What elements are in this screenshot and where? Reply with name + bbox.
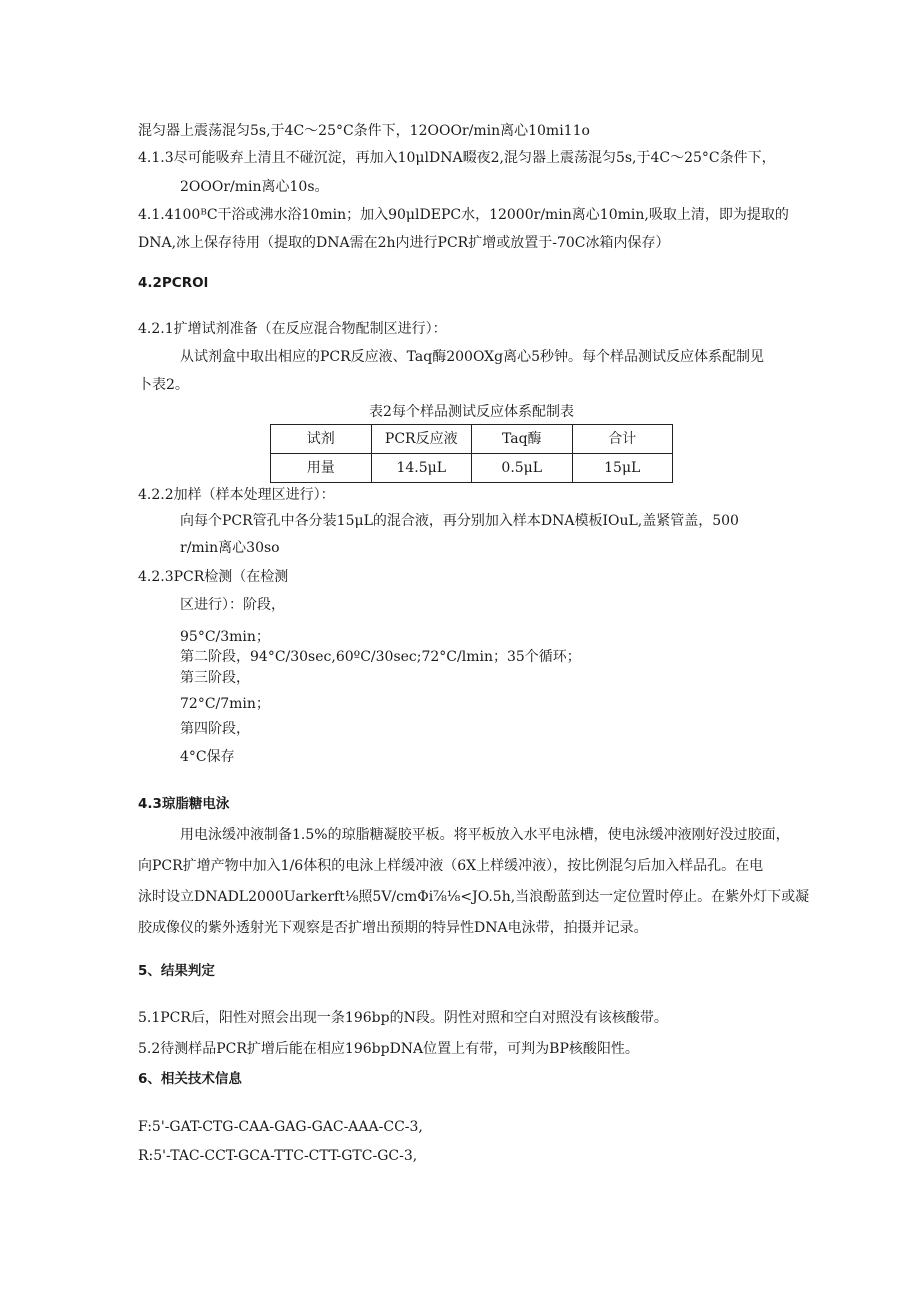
section-heading-5: 5、结果判定 [138, 963, 215, 979]
table-cell: 14.5μL [371, 454, 472, 483]
text-line: DNA,冰上保存待用（提取的DNA需在2h内进行PCR扩增或放置于-70C冰箱内保存） [138, 235, 670, 251]
text-line: 泳时设立DNADL2000Uarkerft⅛照5V/cmΦi⅞⅛<JO.5h,当浪酚蓝到达一定位置时停止。在紫外灯下或凝 [138, 889, 810, 905]
text-line: 5.1PCR后，阳性对照会出现一条196bp的N段。阴性对照和空白对照没有该核酸带。 [138, 1010, 668, 1026]
text-line: 用电泳缓冲液制备1.5%的琼脂糖凝胶平板。将平板放入水平电泳槽，使电泳缓冲液刚好没过胶面， [180, 827, 790, 843]
text-line: 胶成像仪的紫外透射光下观察是否扩增出预期的特异性DNA电泳带，拍摄并记录。 [138, 920, 648, 936]
text-line: 区进行）：阶段， [180, 597, 285, 613]
reaction-table [270, 424, 673, 483]
table-cell: 15μL [572, 454, 673, 483]
section-heading-4-3: 4.3琼脂糖电泳 [138, 796, 230, 812]
text-line: 4.2.2加样（样本处理区进行）： [138, 487, 335, 503]
table-cell: 试剂 [271, 425, 372, 454]
text-line: 第二阶段，94°C/30sec,60ºC/30sec;72°C/lmin；35个循环； [180, 649, 581, 665]
text-line: 4.1.3尽可能吸弃上清且不碰沉淀，再加入10μlDNA畷夜2,混匀器上震荡混匀5s,于4C～25°C条件下， [138, 150, 776, 166]
section-heading-4-2: 4.2PCROl [138, 275, 209, 291]
section-heading-6: 6、相关技术信息 [138, 1071, 242, 1087]
text-line: 4.1.4100ᴮC干浴或沸水浴10min；加入90μlDEPC水，12000r/min离心10min,吸取上清，即为提取的 [138, 207, 789, 223]
table-row [271, 454, 673, 483]
primer-reverse: R:5'-TAC-CCT-GCA-TTC-CTT-GTC-GC-3, [138, 1148, 418, 1164]
text-line: 从试剂盒中取出相应的PCR反应液、Taq酶200OXg离心5秒钟。每个样品测试反应体系配制见 [180, 349, 765, 365]
table-row [271, 425, 673, 454]
table-cell: Taq酶 [472, 425, 573, 454]
text-line: 向每个PCR管孔中各分装15μL的混合液，再分别加入样本DNA模板IOuL,盖紧管盖，500 [180, 513, 739, 529]
table-caption: 表2每个样品测试反应体系配制表 [369, 404, 574, 420]
text-line: 4.2.1扩增试剂准备（在反应混合物配制区进行）： [138, 321, 447, 337]
text-line: r/min离心30so [180, 540, 280, 556]
table-cell: 用量 [271, 454, 372, 483]
text-line: 第四阶段， [180, 721, 250, 737]
text-line: 5.2待测样品PCR扩增后能在相应196bpDNA位置上有带，可判为BP核酸阳性。 [138, 1041, 639, 1057]
text-line: 2OOOr/min离心10s。 [180, 179, 329, 195]
table-cell: 合计 [572, 425, 673, 454]
text-line: 向PCR扩增产物中加入1/6体积的电泳上样缓冲液（6X上样缓冲液），按比例混匀后加入样品孔。在电 [138, 858, 764, 874]
primer-forward: F:5'-GAT-CTG-CAA-GAG-GAC-AAA-CC-3, [138, 1119, 423, 1135]
text-line: 4.2.3PCR检测（在检测 [138, 569, 289, 585]
text-line: 第三阶段， [180, 670, 250, 686]
text-line: 95°C/3min； [180, 629, 270, 645]
text-line: 卜表2。 [138, 377, 189, 393]
text-line: 4°C保存 [180, 749, 235, 765]
text-line: 72°C/7min； [180, 696, 270, 712]
text-line: 混匀器上震荡混匀5s,于4C～25°C条件下，12OOOr/min离心10mi11o [138, 123, 590, 139]
table-cell: 0.5μL [472, 454, 573, 483]
table-cell: PCR反应液 [371, 425, 472, 454]
